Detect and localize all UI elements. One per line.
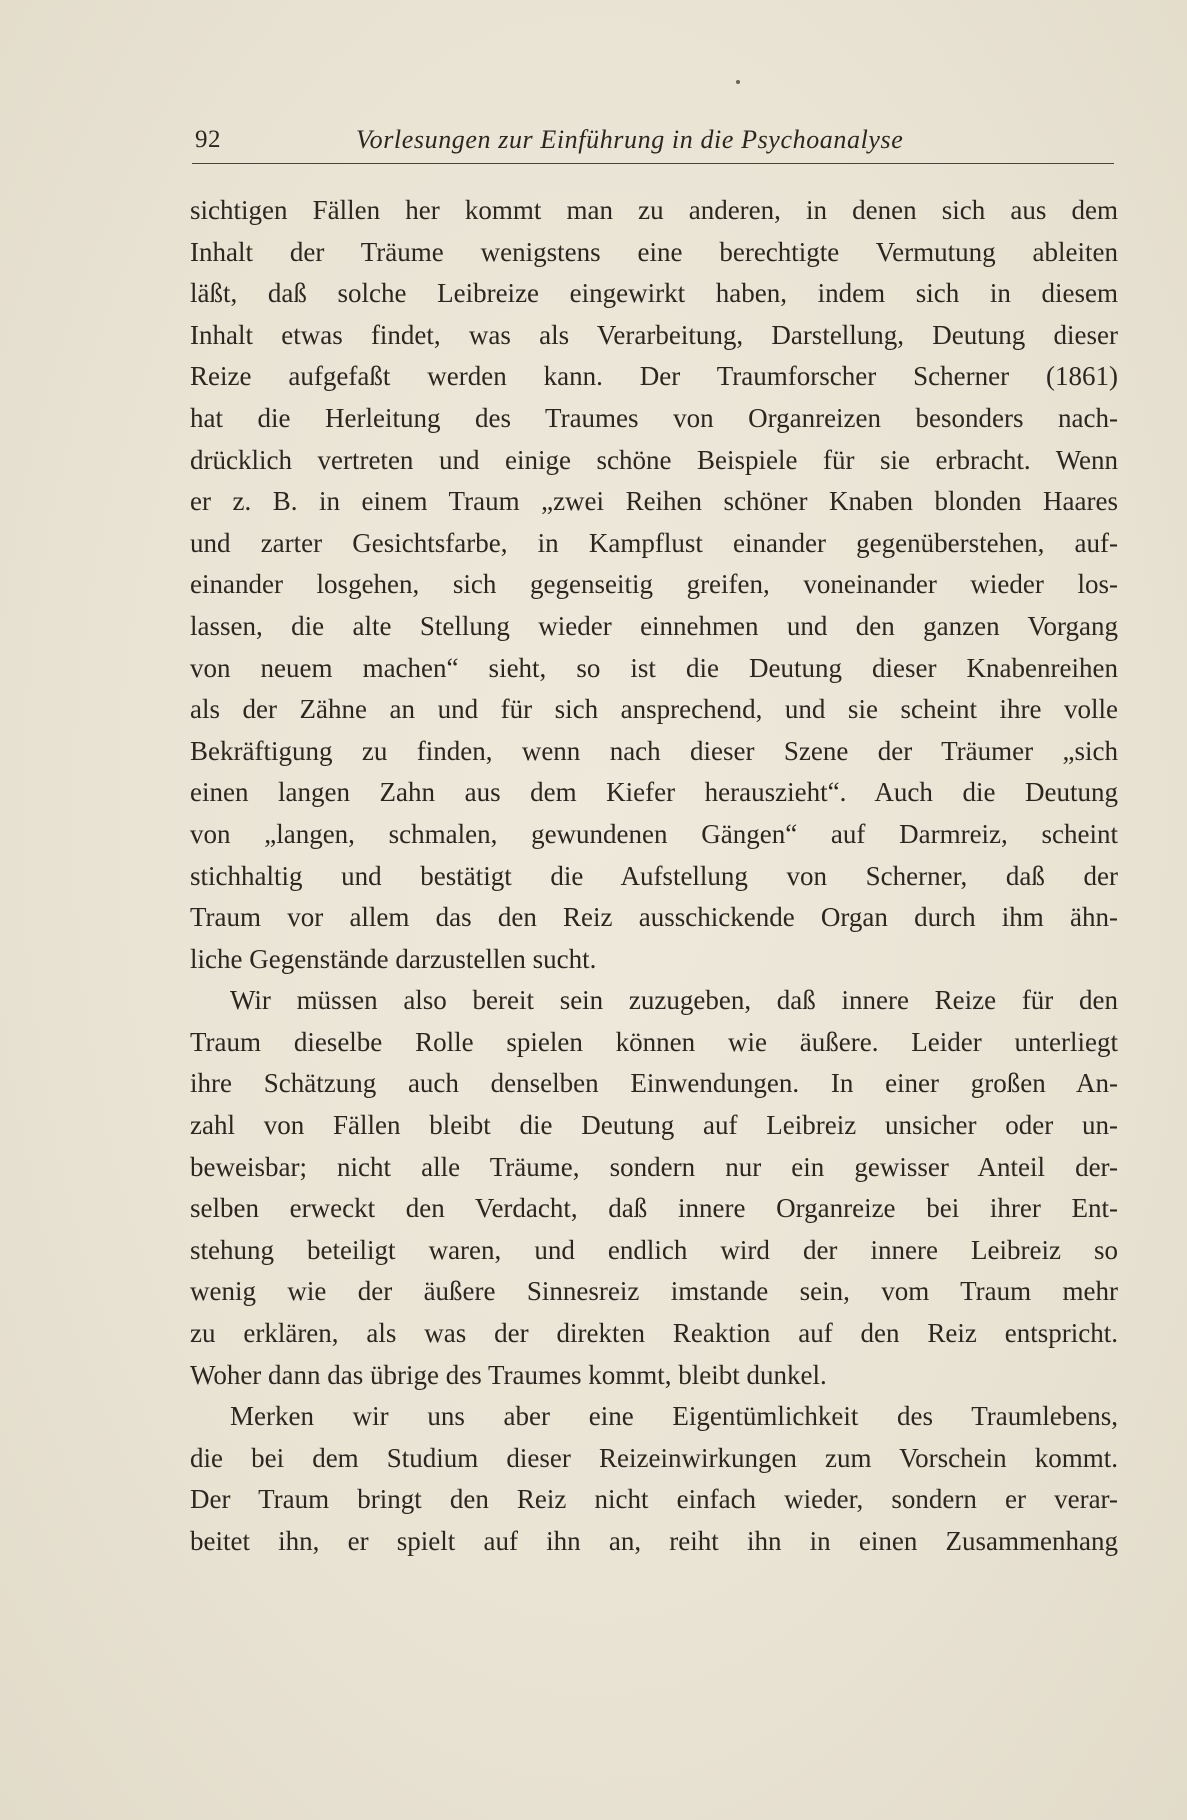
page-number: 92 xyxy=(195,126,221,153)
header-rule xyxy=(192,163,1114,164)
text-line: liche Gegenstände darzustellen sucht. xyxy=(190,943,597,974)
text-line: zu erklären, als was der direkten Reaktion auf den Reiz entspricht. xyxy=(190,1318,1118,1349)
text-line: Traum dieselbe Rolle spielen können wie äußere. Leider unterliegt xyxy=(190,1026,1118,1057)
text-line: von neuem machen“ sieht, so ist die Deutung dieser Knabenreihen xyxy=(190,652,1118,683)
text-line: Reize aufgefaßt werden kann. Der Traumforscher Scherner (1861) xyxy=(190,361,1118,392)
text-line: Inhalt etwas findet, was als Verarbeitung, Darstellung, Deutung dieser xyxy=(190,319,1118,350)
text-line: sichtigen Fällen her kommt man zu anderen, in denen sich aus dem xyxy=(190,195,1118,225)
ink-speck xyxy=(736,80,740,84)
paragraph-start-line: Merken wir uns aber eine Eigentümlichkeit des Traumlebens, xyxy=(230,1401,1118,1432)
text-line: einander losgehen, sich gegenseitig greifen, voneinander wieder los- xyxy=(190,569,1118,600)
text-line: wenig wie der äußere Sinnesreiz imstande sein, vom Traum mehr xyxy=(190,1276,1118,1307)
text-line: beitet ihn, er spielt auf ihn an, reiht ihn in einen Zusammenhang xyxy=(190,1526,1118,1556)
text-line: einen langen Zahn aus dem Kiefer herauszieht“. Auch die Deutung xyxy=(190,777,1118,808)
text-line: Bekräftigung zu finden, wenn nach dieser Szene der Träumer „sich xyxy=(190,735,1118,766)
running-head xyxy=(192,120,1114,160)
text-line: lassen, die alte Stellung wieder einnehmen und den ganzen Vorgang xyxy=(190,610,1118,641)
text-line: von „langen, schmalen, gewundenen Gängen“ auf Darmreiz, scheint xyxy=(190,818,1118,849)
paragraph-start-line: Wir müssen also bereit sein zuzugeben, daß innere Reize für den xyxy=(230,985,1118,1016)
text-line: Der Traum bringt den Reiz nicht einfach wieder, sondern er verar- xyxy=(190,1484,1118,1515)
text-line: stichhaltig und bestätigt die Aufstellung von Scherner, daß der xyxy=(190,860,1118,891)
text-line: drücklich vertreten und einige schöne Beispiele für sie erbracht. Wenn xyxy=(190,444,1118,475)
text-line: und zarter Gesichtsfarbe, in Kampflust einander gegenüberstehen, auf- xyxy=(190,527,1118,558)
text-line: Inhalt der Träume wenigstens eine berechtigte Vermutung ableiten xyxy=(190,236,1118,267)
text-line: selben erweckt den Verdacht, daß innere Organreize bei ihrer Ent- xyxy=(190,1193,1118,1224)
text-line: Woher dann das übrige des Traumes kommt, bleibt dunkel. xyxy=(190,1359,827,1390)
text-line: läßt, daß solche Leibreize eingewirkt haben, indem sich in diesem xyxy=(190,278,1118,309)
text-line: beweisbar; nicht alle Träume, sondern nur ein gewisser Anteil der- xyxy=(190,1151,1118,1182)
text-line: Traum vor allem das den Reiz ausschickende Organ durch ihm ähn- xyxy=(190,902,1118,933)
text-line: die bei dem Studium dieser Reizeinwirkungen zum Vorschein kommt. xyxy=(190,1442,1118,1473)
text-line: stehung beteiligt waren, und endlich wird der innere Leibreiz so xyxy=(190,1234,1118,1265)
text-line: zahl von Fällen bleibt die Deutung auf Leibreiz unsicher oder un- xyxy=(190,1110,1118,1141)
text-line: er z. B. in einem Traum „zwei Reihen schöner Knaben blonden Haares xyxy=(190,486,1118,517)
running-title: Vorlesungen zur Einführung in die Psychoanalyse xyxy=(356,125,904,154)
body-text xyxy=(190,190,1118,1563)
text-line: als der Zähne an und für sich ansprechend, und sie scheint ihre volle xyxy=(190,694,1118,725)
text-line: hat die Herleitung des Traumes von Organreizen besonders nach- xyxy=(190,402,1118,433)
text-line: ihre Schätzung auch denselben Einwendungen. In einer großen An- xyxy=(190,1068,1118,1099)
